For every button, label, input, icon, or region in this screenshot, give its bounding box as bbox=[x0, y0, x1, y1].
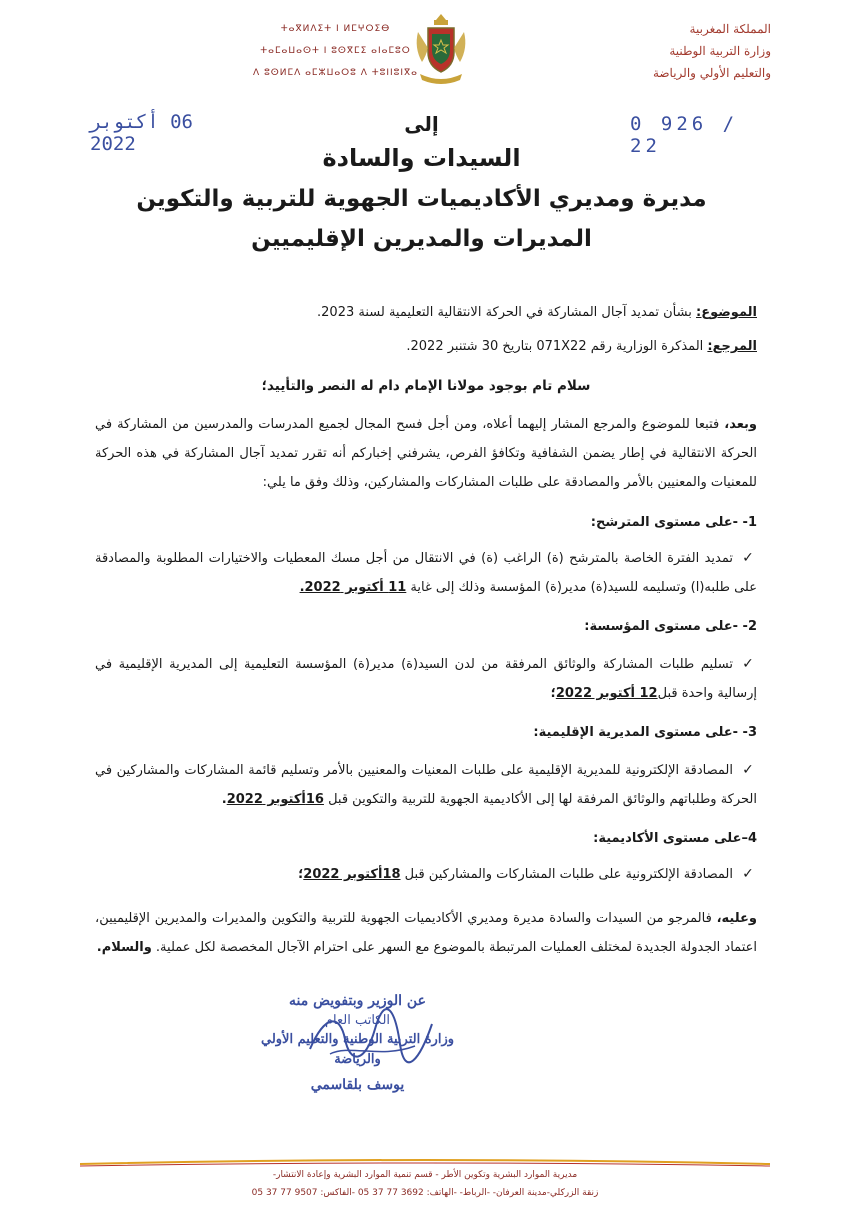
checkmark-icon: ✓ bbox=[742, 656, 754, 672]
closing-text: فالمرجو من السيدات والسادة مديرة ومديري الأكاديميات الجهوية للتربية والتكوين والمديرات والمديرين الإقليميين، اعتماد الجدولة الجديدة لمختلف العمليات المرتبطة بالموضوع مع السهر على احترام الآجال المخصصة لكل عملية. bbox=[95, 911, 757, 955]
stamp-delegation: عن الوزير وبتفويض منه bbox=[289, 993, 426, 1009]
section-item-1 bbox=[95, 544, 757, 602]
footer-divider bbox=[80, 1158, 770, 1168]
section-item-4 bbox=[95, 860, 757, 889]
footer-contact: زنقة الزركلي-مدينة العرفان- -الرباط- -الهاتف: 3692 77 37 05 -الفاكس: 9507 77 37 05 bbox=[251, 1188, 599, 1198]
header-arabic bbox=[571, 18, 771, 84]
tifinagh-line-3: ⴷ ⵓⵙⵍⵎⴷ ⴰⵎⵣⵡⴰⵔⵓ ⴷ ⵜⵓⵏⵏⵓⵏⴳⴰ bbox=[253, 68, 418, 78]
section-heading-4: 4–على مستوى الأكاديمية: bbox=[593, 831, 757, 846]
section-item-3 bbox=[95, 756, 757, 814]
footer-department: مديرية الموارد البشرية وتكوين الأطر - قسم تنمية الموارد البشرية وإعادة الانتشار- bbox=[272, 1170, 578, 1180]
closing-paragraph bbox=[95, 904, 757, 962]
closing-lead: وعليه، bbox=[716, 911, 757, 926]
stamp-signatory-name: يوسف بلقاسمي bbox=[310, 1077, 405, 1093]
header-ministry: وزارة التربية الوطنية bbox=[669, 44, 771, 58]
checkmark-icon: ✓ bbox=[742, 550, 754, 566]
section-item-4-text: المصادقة الإلكترونية على طلبات المشاركات والمشاركين قبل bbox=[400, 867, 733, 882]
section-item-4-deadline: 18أكتوبر 2022 bbox=[303, 867, 401, 882]
date-stamp: 06 أكتوبر 2022 bbox=[90, 111, 193, 155]
reference-number: 0 926 / 22 bbox=[630, 113, 739, 157]
address-line-2: مديرة ومديري الأكاديميات الجهوية للتربية والتكوين bbox=[136, 186, 707, 212]
reference-label: المرجع: bbox=[707, 339, 757, 354]
header-kingdom: المملكة المغربية bbox=[689, 22, 771, 36]
header-tifinagh bbox=[248, 18, 423, 84]
stamp-title: الكاتب العام bbox=[324, 1013, 391, 1028]
section-item-3-deadline: 16أكتوبر 2022 bbox=[226, 792, 324, 807]
section-item-1-deadline: 11 أكتوبر 2022. bbox=[299, 580, 407, 595]
section-heading-1: 1- -على مستوى المترشح: bbox=[590, 515, 757, 530]
stamp-ministry: وزارة التربية الوطنية والتعليم الأولي bbox=[260, 1032, 454, 1047]
subject-text: بشأن تمديد آجال المشاركة في الحركة الانتقالية التعليمية لسنة 2023. bbox=[317, 305, 696, 320]
checkmark-icon: ✓ bbox=[742, 762, 754, 778]
subject-line bbox=[95, 298, 757, 327]
tifinagh-line-1: ⵜⴰⴳⵍⴷⵉⵜ ⵏ ⵍⵎⵖⵔⵉⴱ bbox=[280, 24, 391, 34]
address-line-1: السيدات والسادة bbox=[322, 144, 521, 172]
section-item-3-tail: . bbox=[221, 792, 227, 807]
section-item-2-text: تسليم طلبات المشاركة والوثائق المرفقة من لدن السيد(ة) مدير(ة) المؤسسة التعليمية إلى المديرية الإقليمية في إرسالية واحدة قبل bbox=[95, 657, 757, 701]
header-ministry-2: والتعليم الأولي والرياضة bbox=[652, 66, 771, 80]
address-line-3: المديرات والمديرين الإقليميين bbox=[251, 226, 592, 252]
checkmark-icon: ✓ bbox=[742, 866, 754, 882]
greeting: سلام تام بوجود مولانا الإمام دام له النصر والتأييد؛ bbox=[261, 378, 591, 394]
section-item-2 bbox=[95, 650, 757, 708]
section-heading-3: 3- -على مستوى المديرية الإقليمية: bbox=[533, 725, 757, 740]
section-item-4-tail: ؛ bbox=[298, 867, 304, 882]
address-to: إلى bbox=[404, 112, 439, 136]
reference-line bbox=[95, 332, 757, 361]
intro-paragraph bbox=[95, 410, 757, 497]
subject-label: الموضوع: bbox=[696, 305, 757, 320]
handwritten-signature bbox=[300, 1004, 440, 1074]
section-item-3-text: المصادقة الإلكترونية للمديرية الإقليمية على طلبات المعنيات والمعنيين بالأمر وتسليم قائمة المشاركات والمشاركين في الحركة وطلباتهم والوثائق المرفقة لها إلى الأكاديمية الجهوية للتربية والتكوين قبل bbox=[95, 763, 757, 807]
tifinagh-line-2: ⵜⴰⵎⴰⵡⴰⵙⵜ ⵏ ⵓⵙⴳⵎⵉ ⴰⵏⴰⵎⵓⵔ bbox=[260, 46, 411, 56]
reference-text: المذكرة الوزارية رقم 071X22 بتاريخ 30 شتنبر 2022. bbox=[406, 339, 708, 354]
stamp-ministry-2: والرياضة bbox=[334, 1052, 381, 1067]
section-item-2-deadline: 12 أكتوبر 2022 bbox=[555, 686, 658, 701]
section-item-2-tail: ؛ bbox=[550, 686, 556, 701]
section-heading-2: 2- -على مستوى المؤسسة: bbox=[584, 619, 757, 634]
section-item-1-text: تمديد الفترة الخاصة بالمترشح (ة) الراغب (ة) في الانتقال من أجل مسك المعطيات والاختيارات المطلوبة والمصادقة على طلبه(ا) وتسليمه للسيد(ة) مدير(ة) المؤسسة وذلك إلى غاية bbox=[95, 551, 757, 595]
intro-text: فتبعا للموضوع والمرجع المشار إليهما أعلاه، ومن أجل فسح المجال لجميع المدرسات والمدرسين من المشاركة في الحركة الانتقالية في إطار يضمن الشفافية وتكافؤ الفرص، يشرفني إخباركم أنه تقرر تمديد آجال المشاركة في هذه الحركة للمعنيات والمعنيين بالأمر والمصادقة على طلبات المشاركات والمشاركين، وذلك وفق ما يلي: bbox=[95, 417, 757, 490]
intro-lead: وبعد، bbox=[724, 417, 757, 432]
closing-end: والسلام. bbox=[96, 940, 152, 955]
